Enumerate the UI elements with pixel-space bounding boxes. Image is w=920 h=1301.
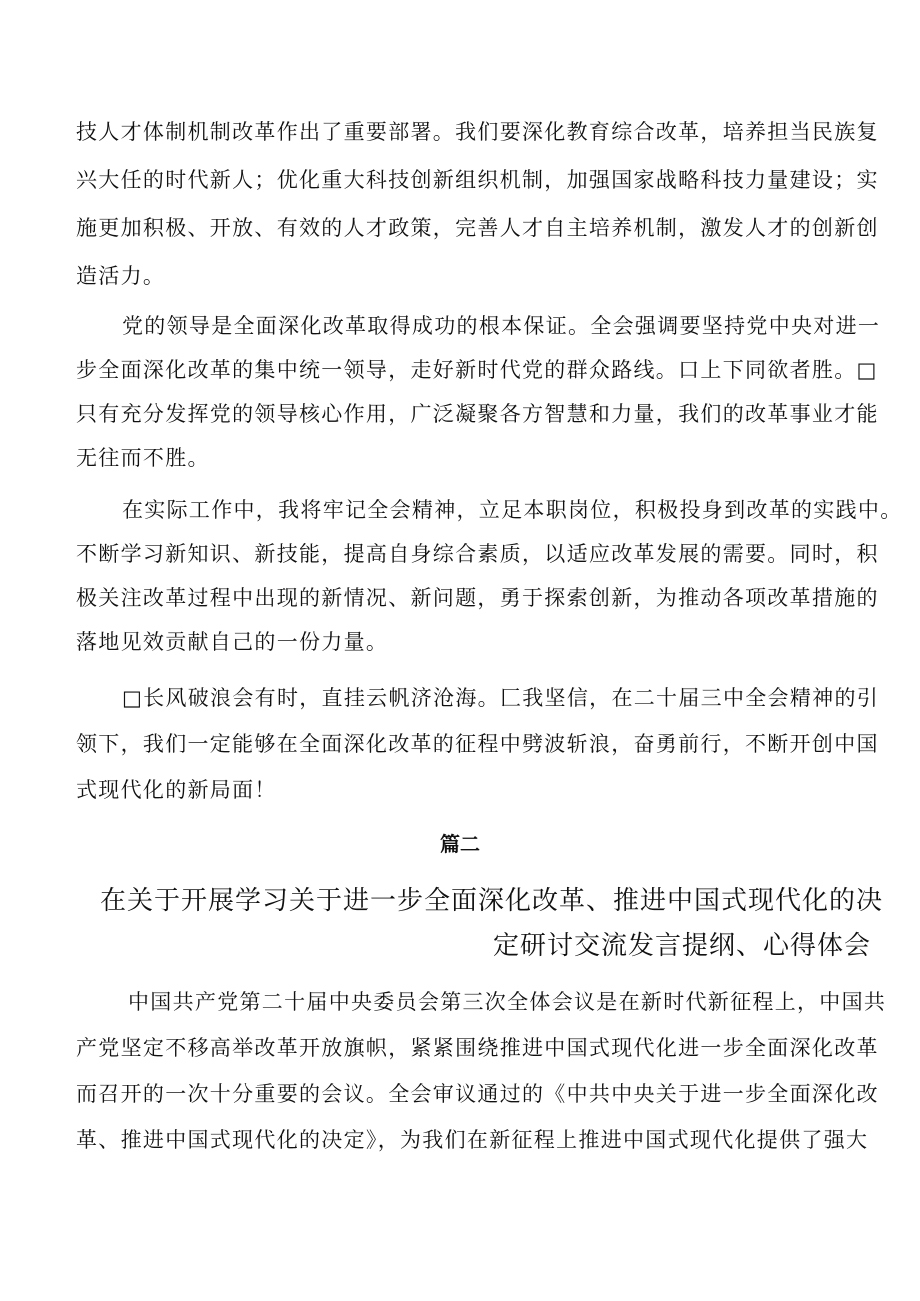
text-line: 而召开的一次十分重要的会议。全会审议通过的《中共中央关于进一步全面深化改 xyxy=(76,1082,879,1106)
text-line: 党的领导是全面深化改革取得成功的根本保证。全会强调要坚持党中央对进一 xyxy=(122,314,881,338)
text-line: 不断学习新知识、新技能，提高自身综合素质，以适应改革发展的需要。同时，积 xyxy=(76,542,879,566)
text-line: □长风破浪会有时，直挂云帆济沧海。匚我坚信，在二十届三中全会精神的引 xyxy=(122,686,880,710)
text-line: 无往而不胜。 xyxy=(76,446,210,470)
text-line: 产党坚定不移高举改革开放旗帜，紧紧围绕推进中国式现代化进一步全面深化改革 xyxy=(76,1036,879,1060)
text-line: 只有充分发挥党的领导核心作用，广泛凝聚各方智慧和力量，我们的改革事业才能 xyxy=(76,402,879,426)
text-line: 落地见效贡献自己的一份力量。 xyxy=(76,630,389,654)
text-line: 造活力。 xyxy=(76,264,166,288)
text-line: 技人才体制机制改革作出了重要部署。我们要深化教育综合改革，培养担当民族复 xyxy=(76,120,879,144)
text-line: 步全面深化改革的集中统一领导，走好新时代党的群众路线。口上下同欲者胜。□ xyxy=(76,358,878,382)
text-line: 中国共产党第二十届中央委员会第三次全体会议是在新时代新征程上，中国共 xyxy=(128,990,887,1014)
text-line: 领下，我们一定能够在全面深化改革的征程中劈波斩浪，奋勇前行，不断开创中国 xyxy=(76,732,879,756)
section-heading: 篇二 xyxy=(440,832,480,856)
text-line: 极关注改革过程中出现的新情况、新问题，勇于探索创新，为推动各项改革措施的 xyxy=(76,586,879,610)
text-line: 施更加积极、开放、有效的人才政策，完善人才自主培养机制，激发人才的创新创 xyxy=(76,216,879,240)
text-line: 革、推进中国式现代化的决定》，为我们在新征程上推进中国式现代化提供了强大 xyxy=(76,1128,869,1152)
text-line: 兴大任的时代新人；优化重大科技创新组织机制，加强国家战略科技力量建设；实 xyxy=(76,168,879,192)
document-title-line-2: 定研讨交流发言提纲、心得体会 xyxy=(493,931,872,961)
document-title-line-1: 在关于开展学习关于进一步全面深化改革、推进中国式现代化的决 xyxy=(100,886,884,916)
text-line: 式现代化的新局面！ xyxy=(76,778,277,802)
text-line: 在实际工作中，我将牢记全会精神，立足本职岗位，积极投身到改革的实践中。 xyxy=(122,498,903,522)
